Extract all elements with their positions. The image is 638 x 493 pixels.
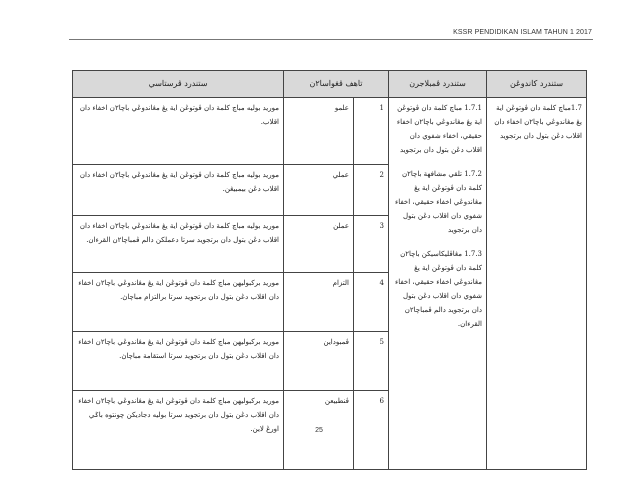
pembelajaran-cell [389,98,487,470]
kandungan-cell: 1.7مباچ کلمة دان ڤوتوڠن اية يڠ مڠاندوڠي باچا٢ن اخفاء دان اقلاب دڠن بتول دان برتجويد [487,98,587,470]
level-number: 5 [354,332,389,391]
level-description: موريد بوليه مباچ کلمة دان ڤوتوڠن اية يڠ مڠاندوڠي باچا٢ن اخفاء دان اقلاب. [73,98,284,165]
level-description: موريد برکبوليهن مباچ کلمة دان ڤوتوڠن اية يڠ مڠاندوڠي باچا٢ن اخفاء دان اقلاب دڠن بتول دان برتجويد سرتا استقامة مباچاڽ. [73,332,284,391]
standards-table [72,70,587,470]
level-description: موريد برکبوليهن مباچ کلمة دان ڤوتوڠن اية يڠ مڠاندوڠي باچا٢ن اخفاء دان اقلاب دڠن بتول دان برتجويد سرتا برالتزام مباچاڽ. [73,273,284,332]
level-number: 1 [354,98,389,165]
level-description: موريد برکبوليهن مباچ کلمة دان ڤوتوڠن اية يڠ مڠاندوڠي باچا٢ن اخفاء دان اقلاب دڠن بتول دان برتجويد سرتا بوليه دجاديکن چونتوه باݢي اورڠ لاين. [73,391,284,470]
table-row [73,98,587,165]
page-number: 25 [315,427,323,434]
level-name: عملي [284,165,354,216]
level-description: موريد بوليه مباچ کلمة دان ڤوتوڠن اية يڠ مڠاندوڠي باچا٢ن اخفاء دان اقلاب دڠن بيمبيڠن. [73,165,284,216]
header-prestasi: ستندرد ڤرستاسي [73,71,284,98]
level-number: 6 [354,391,389,470]
document-header: KSSR PENDIDIKAN ISLAM TAHUN 1 2017 [453,29,592,36]
level-description: موريد بوليه مباچ کلمة دان ڤوتوڠن اية يڠ مڠاندوڠي باچا٢ن اخفاء دان اقلاب دڠن بتول دان برتجويد سرتا دعملکن دالم ڤمباچا٢ن القرءان. [73,216,284,273]
level-name: عملن [284,216,354,273]
level-name: ڤنطبيعن [284,391,354,470]
header-divider [69,39,593,40]
pembelajaran-item-3: 1.7.3 مڠاڤليکاسيکن باچا٢ن کلمة دان ڤوتوڠن اية يڠ مڠاندوڠي اخفاء حقيقي، اخفاء شفوي دان اقلاب دڠن بتول دان برتجويد دالم ڤمباچا٢ن القرءان. [394,250,482,328]
pembelajaran-item-1: 1.7.1 مباچ کلمة دان ڤوتوڠن اية يڠ مڠاندوڠي باچا٢ن اخفاء حقيقي، اخفاء شفوي دان اقلاب دڠن بتول دان برتجويد [396,104,482,154]
pembelajaran-item-2: 1.7.2 تلقي مشافهة باچا٢ن کلمة دان ڤوتوڠن اية يڠ مڠاندوڠي اخفاء حقيقي، اخفاء شفوي دان اقلاب دڠن بتول دان برتجويد [394,170,482,234]
header-pembelajaran: ستندرد ڤمبلاجرن [389,71,487,98]
level-name: التزام [284,273,354,332]
header-kandungan: ستندرد کاندوڠن [487,71,587,98]
level-number: 4 [354,273,389,332]
level-number: 3 [354,216,389,273]
header-tahap: تاهف ڤڠواسا٢ن [284,71,389,98]
level-name: علمو [284,98,354,165]
table-header-row [73,71,587,98]
level-number: 2 [354,165,389,216]
level-name: ڤمبوداين [284,332,354,391]
